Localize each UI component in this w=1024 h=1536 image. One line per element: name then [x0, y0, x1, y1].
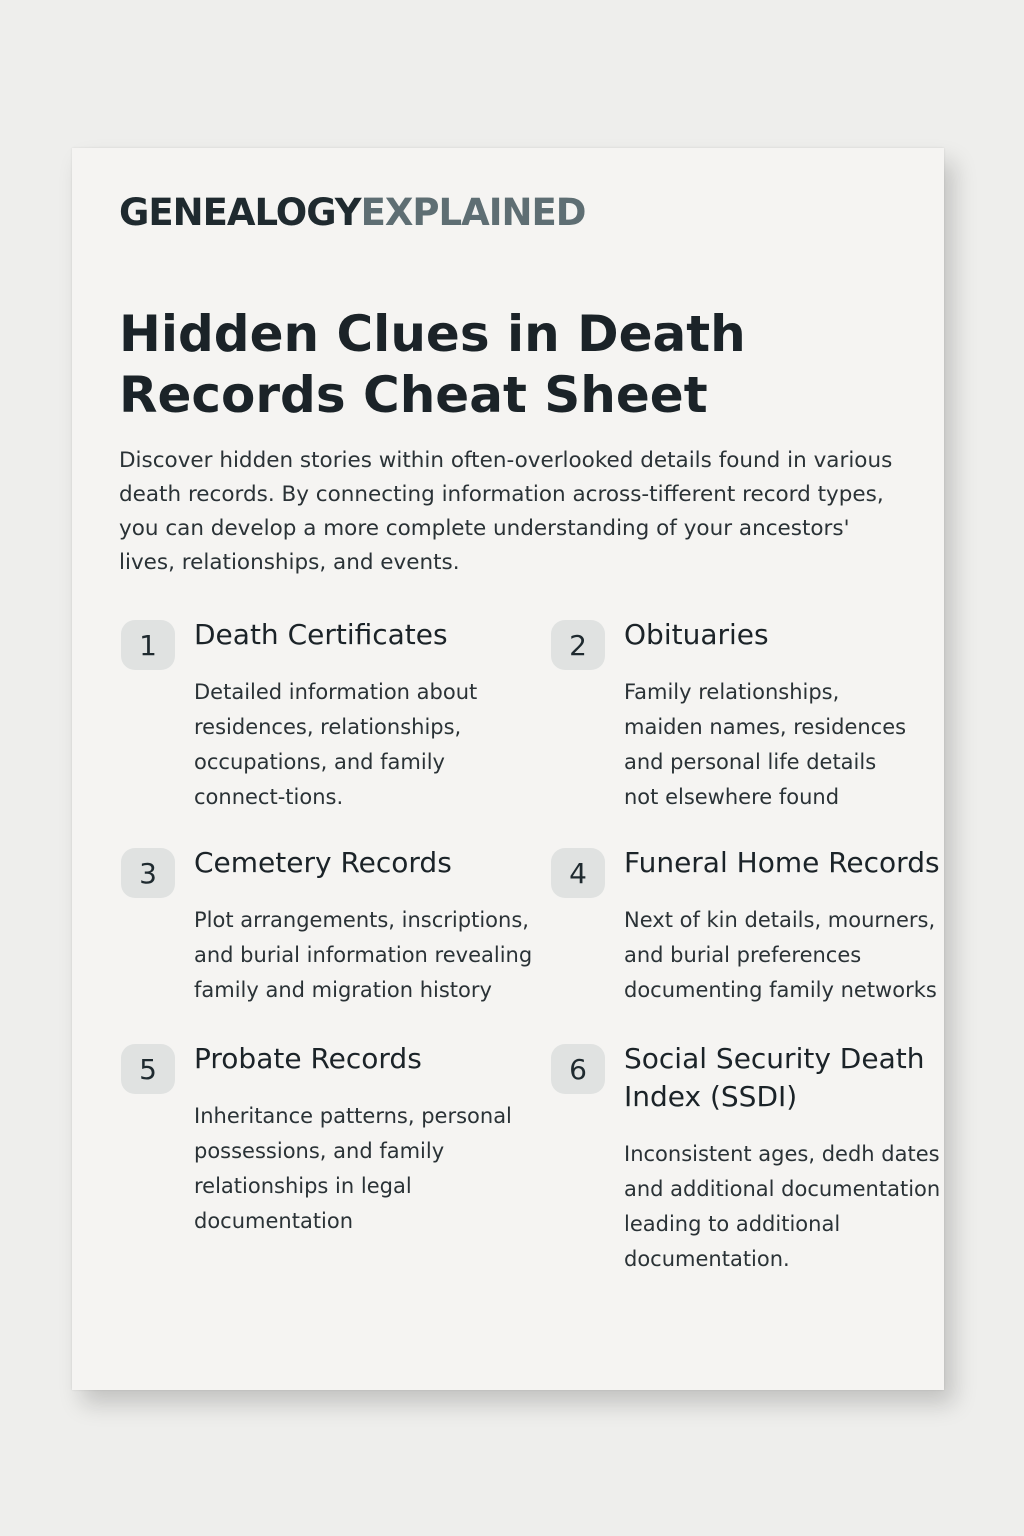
- item-number-badge: 3: [121, 848, 175, 898]
- item-title: Death Certificates: [194, 618, 448, 651]
- item-number-badge: 4: [551, 848, 605, 898]
- cheat-sheet-page: [72, 148, 944, 1390]
- brand-logo-part-genealogy: GENEALOGY: [119, 191, 361, 234]
- item-title: Obituaries: [624, 618, 769, 651]
- item-description: Next of kin details, mourners, and burial preferences documenting family networks: [624, 908, 937, 1002]
- item-description: Plot arrangements, inscriptions, and burial information revealing family and migration history: [194, 908, 533, 1002]
- item-number-badge: 1: [121, 620, 175, 670]
- intro-paragraph: Discover hidden stories within often-overlooked details found in various death records. By connecting information across-tifferent record types, you can develop a more complete understanding of your ancestors' lives, relationships, and events.: [119, 448, 893, 575]
- item-description: Family relationships, maiden names, residences and personal life details not elsewhere found: [624, 680, 907, 809]
- brand-logo: [119, 191, 586, 234]
- item-title: Cemetery Records: [194, 846, 452, 879]
- item-number-badge: 5: [121, 1044, 175, 1094]
- item-title: Social Security Death Index (SSDI): [624, 1042, 925, 1113]
- item-description: Detailed information about residences, relationships, occupations, and family connect-tions.: [194, 680, 478, 809]
- item-number-badge: 6: [551, 1044, 605, 1094]
- brand-logo-part-explained: EXPLAINED: [360, 191, 586, 234]
- item-title: Probate Records: [194, 1042, 422, 1075]
- item-description: Inheritance patterns, personal possessions, and family relationships in legal documentation: [194, 1104, 512, 1233]
- item-number-badge: 2: [551, 620, 605, 670]
- item-description: Inconsistent ages, dedh dates and additional documentation leading to additional documentation.: [624, 1142, 941, 1271]
- item-title: Funeral Home Records: [624, 846, 940, 879]
- page-title: Hidden Clues in Death Records Cheat Sheet: [119, 305, 746, 424]
